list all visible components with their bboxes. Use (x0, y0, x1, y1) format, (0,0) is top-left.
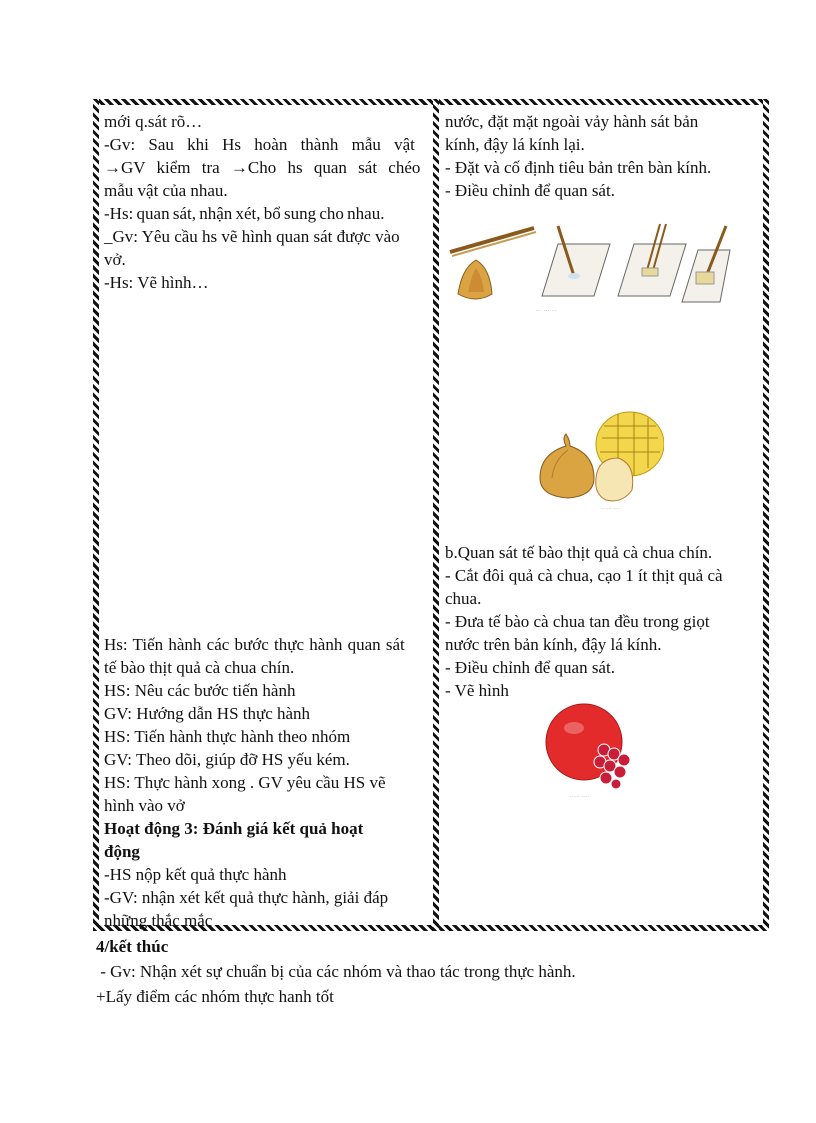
left-text-line: -Gv: Sau khi Hs hoàn thành mẫu vật (104, 135, 415, 154)
table-column-divider (433, 99, 439, 931)
left-text-line: HS: Nêu các bước tiến hành (104, 681, 296, 700)
right-text-line: nước, đặt mặt ngoài vảy hành sát bản (445, 112, 699, 131)
tomato-cells-figure (540, 698, 640, 806)
left-text-line: -HS nộp kết quả thực hành (104, 865, 287, 884)
onion-bulb-section-icon (596, 458, 633, 501)
right-column (445, 110, 761, 202)
activity-heading: Hoạt động 3: Đánh giá kết quả hoạt (104, 819, 364, 838)
table-border-top (93, 99, 769, 105)
right-text-line: kính, đậy lá kính lại. (445, 135, 585, 154)
specimen-preparation-figure (446, 216, 732, 316)
right-text-line: - Điều chỉnh để quan sát. (445, 181, 615, 200)
left-text-line: HS: Thực hành xong . GV yêu cầu HS vẽ (104, 773, 386, 792)
left-text-line: những thắc mắc (104, 911, 213, 930)
right-text-line: b.Quan sát tế bào thịt quả cà chua chín. (445, 543, 713, 562)
closing-heading: 4/kết thúc (96, 937, 169, 956)
left-text-line: vở. (104, 250, 126, 269)
onion-cells-figure (532, 408, 664, 518)
left-text-line: -Hs: quan sát, nhận xét, bổ sung cho nhau. (104, 204, 385, 223)
left-text-line: -Hs: Vẽ hình… (104, 273, 209, 292)
slide-icon (542, 244, 610, 296)
table-border-right (763, 99, 769, 931)
right-text-line: chua. (445, 589, 482, 608)
left-text-line (104, 133, 432, 156)
activity-heading-cont: động (104, 842, 140, 861)
right-text-line: nước trên bản kính, đậy lá kính. (445, 635, 662, 654)
left-text-line: tế bào thịt quả cà chua chín. (104, 658, 295, 677)
closing-line: - Gv: Nhận xét sự chuẩn bị của các nhóm và thao tác trong thực hành. (96, 962, 576, 981)
left-text-line: _Gv: Yêu cầu hs vẽ hình quan sát được vào (104, 227, 400, 246)
right-text-line: - Đặt và cố định tiêu bản trên bàn kính. (445, 158, 712, 177)
left-text-line: →GV kiểm tra →Cho hs quan sát chéo (104, 158, 421, 177)
forceps-icon (450, 228, 534, 252)
tomato-cell-cluster-icon (594, 744, 630, 789)
left-text-line: hình vào vở (104, 796, 185, 815)
left-text-line: -GV: nhận xét kết quả thực hành, giải đáp (104, 888, 389, 907)
left-column (104, 110, 432, 294)
left-text-line: GV: Hướng dẫn HS thực hành (104, 704, 311, 723)
right-text-line: - Đưa tế bào cà chua tan đều trong giọt (445, 612, 710, 631)
left-text-line: HS: Tiến hành thực hành theo nhóm (104, 727, 351, 746)
right-text-line: - Cắt đôi quả cà chua, cạo 1 ít thịt quả cà (445, 566, 723, 585)
svg-text:·· ··· ·····: ·· ··· ····· (570, 794, 590, 800)
svg-text:··· ··· ···: ··· ··· ··· (536, 308, 557, 315)
left-text-line: GV: Theo dõi, giúp đỡ HS yếu kém. (104, 750, 350, 769)
right-text-line: - Điều chỉnh để quan sát. (445, 658, 615, 677)
left-column-lower (104, 633, 432, 932)
left-text-line: mới q.sát rõ… (104, 112, 203, 131)
onion-icon (540, 434, 594, 498)
svg-text:·· ··· ·····: ·· ··· ····· (602, 506, 622, 512)
table-border-left (93, 99, 99, 931)
closing-line: +Lấy điểm các nhóm thực hanh tốt (96, 987, 334, 1006)
left-text-line: mẫu vật của nhau. (104, 181, 228, 200)
closing-section (96, 934, 576, 1009)
left-text-line: Hs: Tiến hành các bước thực hành quan sát (104, 635, 405, 654)
right-text-line: - Vẽ hình (445, 681, 509, 700)
right-column-lower (445, 541, 761, 702)
